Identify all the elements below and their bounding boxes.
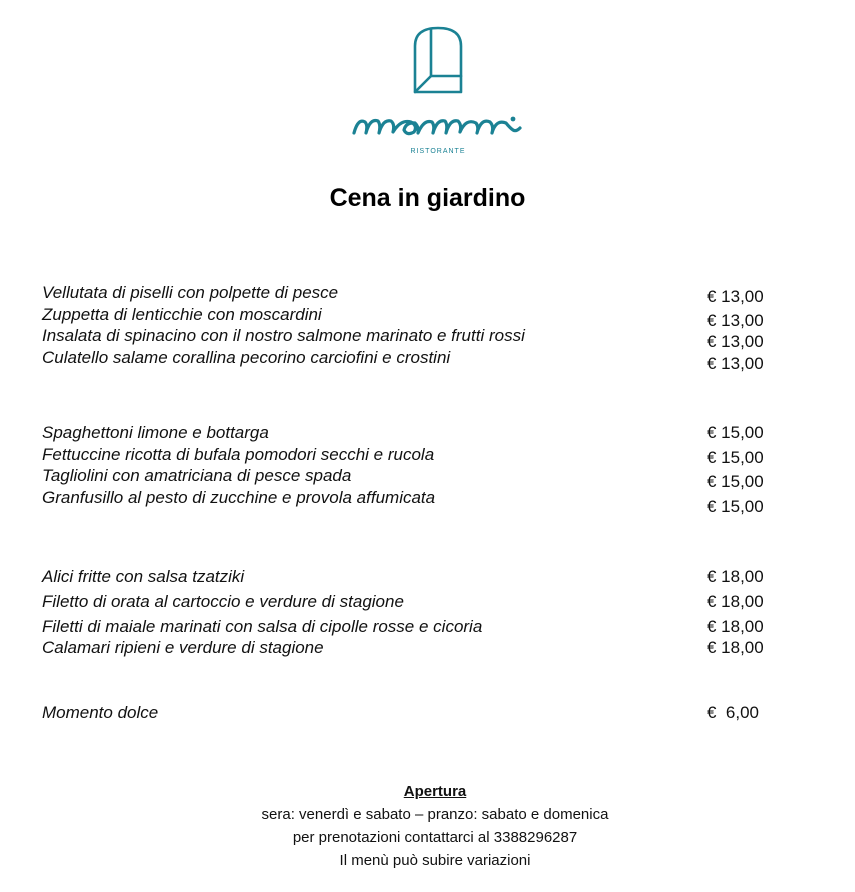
arched-door-icon — [415, 28, 461, 92]
menu-item-name: Tagliolini con amatriciana di pesce spada — [42, 466, 352, 485]
menu-item-name: Filetti di maiale marinati con salsa di cipolle rosse e cicoria — [42, 617, 483, 636]
menu-item-name: Spaghettoni limone e bottarga — [42, 423, 269, 442]
menu-item-name: Fettuccine ricotta di bufala pomodori secchi e rucola — [42, 445, 435, 464]
menu-item-name: Insalata di spinacino con il nostro salmone marinato e frutti rossi — [42, 326, 525, 345]
menu-title: Cena in giardino — [329, 184, 526, 212]
menu-item-price: € 13,00 — [707, 287, 764, 306]
menu-item-price: € 18,00 — [707, 592, 764, 611]
menu-item-name: Momento dolce — [42, 703, 159, 722]
menu-item-price: € 18,00 — [707, 567, 764, 586]
menu-item-price: € 15,00 — [707, 448, 764, 467]
menu-item-price: € 15,00 — [707, 423, 764, 442]
menu-item-price: € 15,00 — [707, 497, 764, 516]
menu-item-name: Zuppetta di lenticchie con moscardini — [42, 305, 322, 324]
footer-reservation-phone: per prenotazioni contattarci al 3388296287 — [292, 829, 578, 846]
menu-item-price: € 18,00 — [707, 617, 764, 636]
footer-notice: Il menù può subire variazioni — [339, 852, 531, 869]
logo-subtitle: RISTORANTE — [410, 148, 466, 155]
menu-item-price: € 13,00 — [707, 311, 764, 330]
menu-item-price: € 13,00 — [707, 332, 764, 351]
logo-graphic — [348, 22, 528, 160]
menu-item-name: Vellutata di piselli con polpette di pesce — [42, 283, 339, 302]
menu-item-price: € 18,00 — [707, 638, 764, 657]
menu-item-name: Granfusillo al pesto di zucchine e provola affumicata — [42, 488, 436, 507]
menu-item-price: € 15,00 — [707, 472, 764, 491]
footer-opening-hours: sera: venerdì e sabato – pranzo: sabato e domenica — [261, 806, 609, 823]
menu-item-price: € 13,00 — [707, 354, 764, 373]
menu-item-price: € 6,00 — [707, 703, 759, 722]
mami-script-logotype — [354, 121, 520, 134]
menu-item-name: Calamari ripieni e verdure di stagione — [42, 638, 324, 657]
restaurant-logo — [348, 22, 528, 160]
menu-item-name: Alici fritte con salsa tzatziki — [42, 567, 245, 586]
footer-heading: Apertura — [403, 783, 467, 800]
menu-item-name: Culatello salame corallina pecorino carciofini e crostini — [42, 348, 451, 367]
menu-item-name: Filetto di orata al cartoccio e verdure di stagione — [42, 592, 404, 611]
mami-i-dot — [511, 117, 516, 122]
